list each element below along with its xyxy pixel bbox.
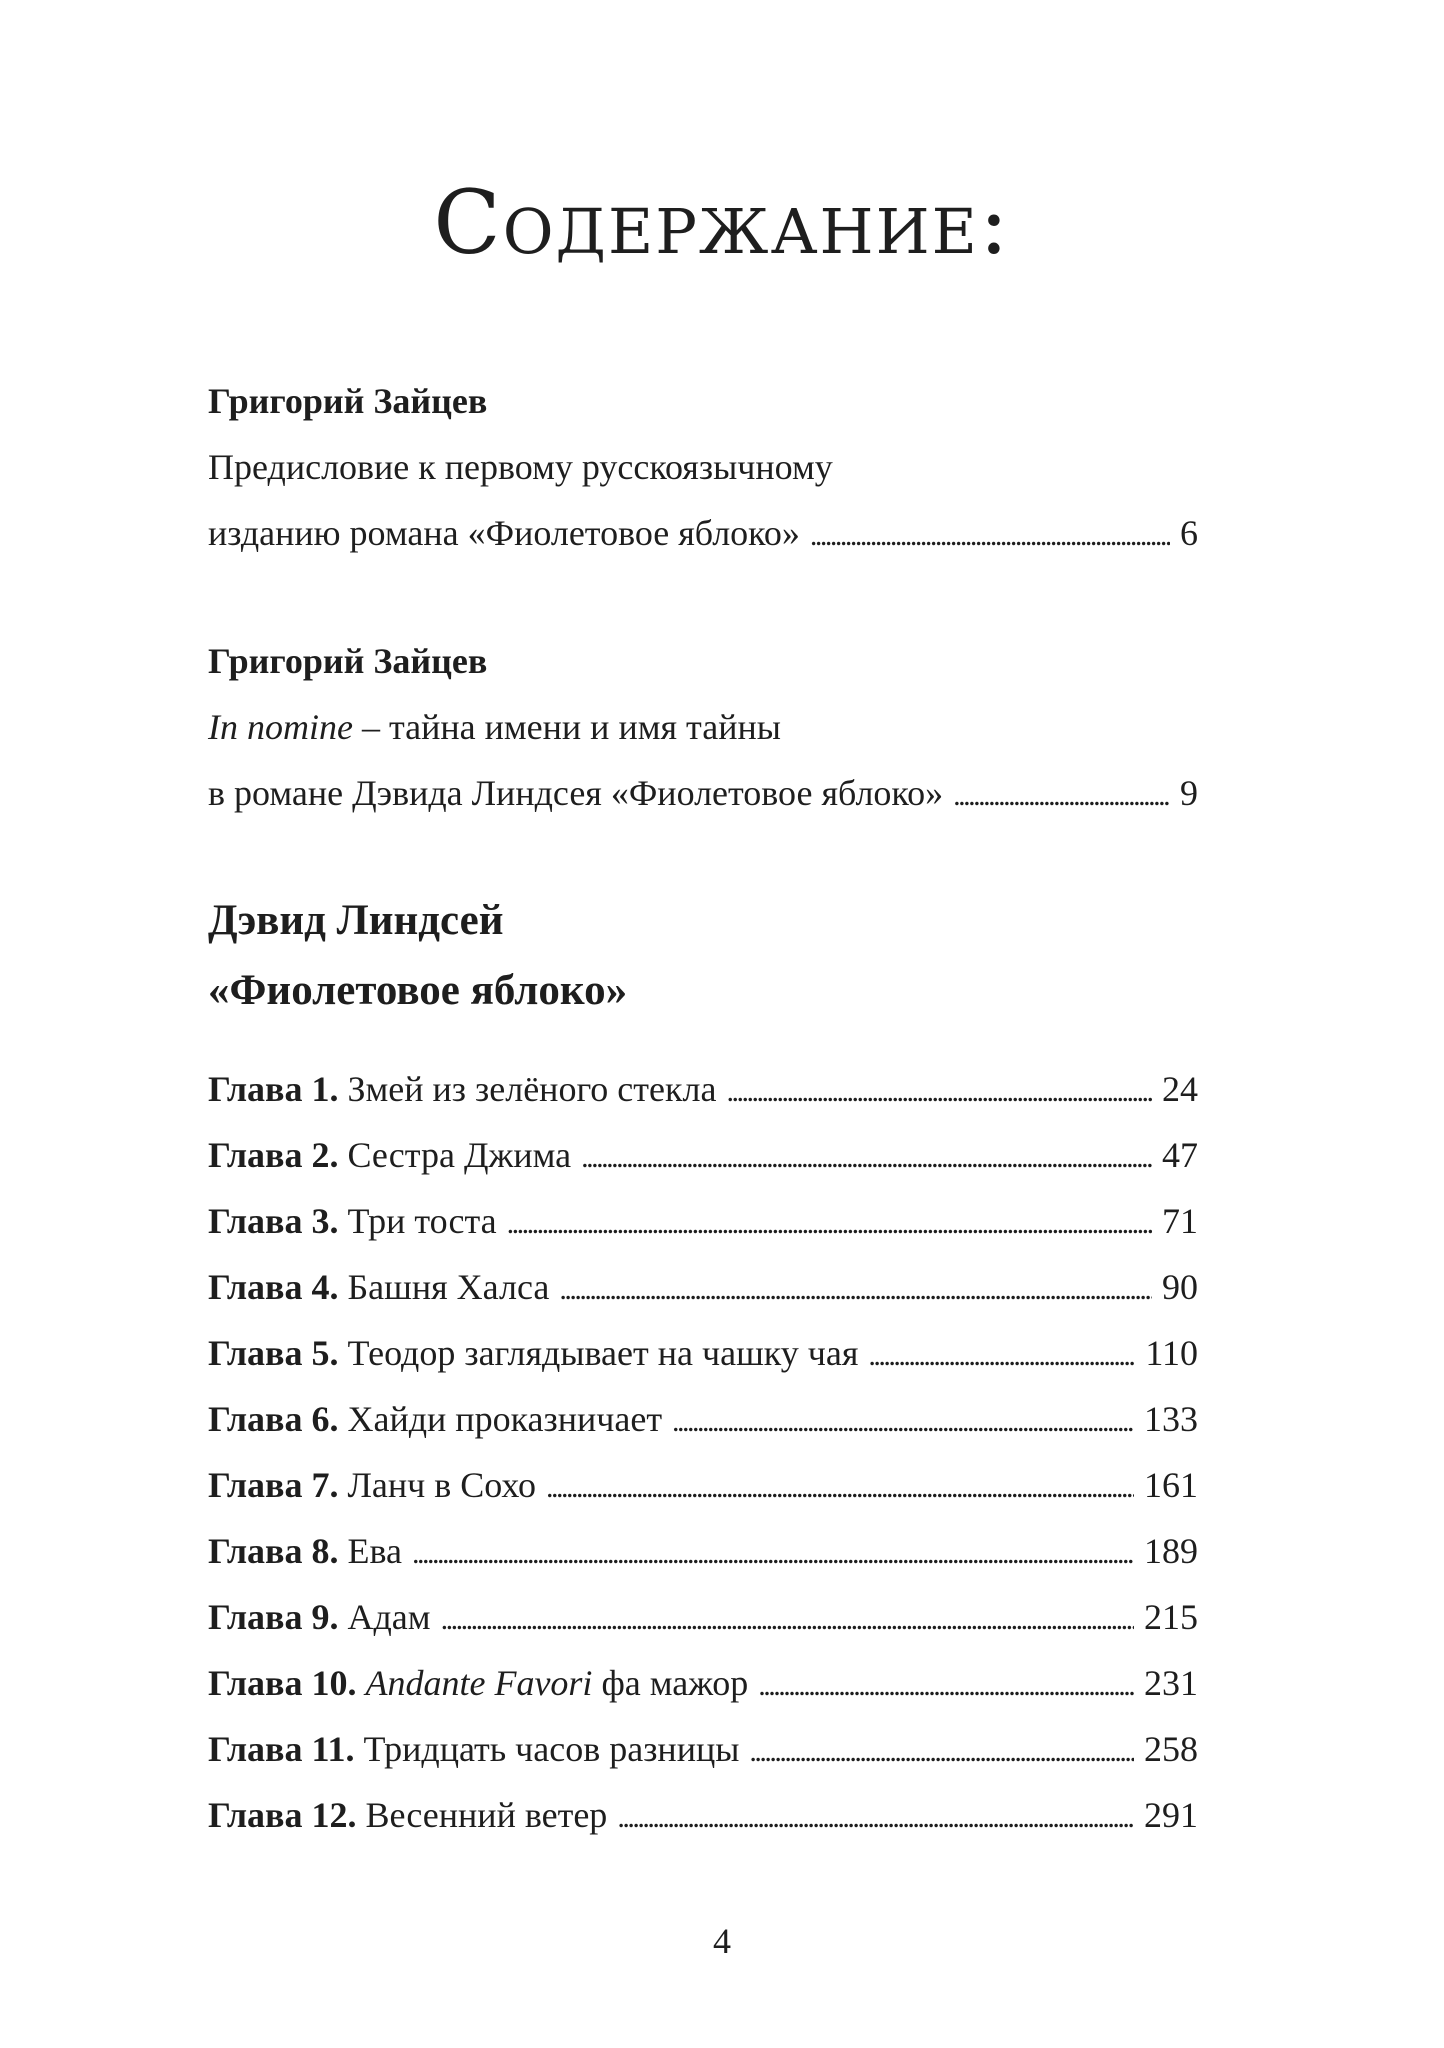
chapter-page: 24 <box>1162 1069 1198 1109</box>
chapter-page: 231 <box>1144 1663 1198 1703</box>
chapter-page: 258 <box>1144 1729 1198 1769</box>
chapter-title: Хайди проказничает <box>347 1399 663 1439</box>
chapter-page: 189 <box>1144 1531 1198 1571</box>
toc-entry-page: 6 <box>1180 513 1198 553</box>
chapter-number: Глава 5. <box>208 1333 339 1373</box>
chapter-number: Глава 8. <box>208 1531 339 1571</box>
chapter-page: 90 <box>1162 1267 1198 1307</box>
chapter-title: Башня Халса <box>347 1267 550 1307</box>
novel-author: Дэвид Линдсей <box>208 897 504 944</box>
chapter-number: Глава 11. <box>208 1729 355 1769</box>
page-number: 4 <box>713 1921 731 1961</box>
chapter-number: Глава 2. <box>208 1135 339 1175</box>
chapter-page: 71 <box>1162 1201 1198 1241</box>
chapter-title: Адам <box>347 1597 431 1637</box>
toc-entry-title: изданию романа «Фиолетовое яблоко» <box>208 513 800 553</box>
chapter-page: 161 <box>1144 1465 1198 1505</box>
dot-leader <box>412 1518 1134 1587</box>
section-title-line: Предисловие к первому русскоязычному <box>208 447 833 487</box>
dot-leader <box>672 1386 1134 1455</box>
chapter-number: Глава 10. <box>208 1663 357 1703</box>
chapter-page: 47 <box>1162 1135 1198 1175</box>
section-author: Григорий Зайцев <box>208 641 488 681</box>
chapter-entry-3[interactable] <box>208 1188 1198 1254</box>
toc-section-2 <box>208 628 1198 826</box>
section-title-italic: In nomine <box>208 707 353 747</box>
dot-leader <box>758 1650 1134 1719</box>
dot-leader <box>559 1254 1152 1323</box>
chapter-title-italic: Andante Favori <box>365 1663 593 1703</box>
chapter-page: 110 <box>1145 1333 1198 1373</box>
chapter-entry-10[interactable] <box>208 1650 1198 1716</box>
dot-leader <box>868 1320 1135 1389</box>
chapter-page: 133 <box>1144 1399 1198 1439</box>
chapter-entry-6[interactable] <box>208 1386 1198 1452</box>
toc-entry-title: в романе Дэвида Линдсея «Фиолетовое яблоко» <box>208 773 944 813</box>
dot-leader <box>546 1452 1134 1521</box>
dot-leader <box>953 760 1170 829</box>
section-title-rest: – тайна имени и имя тайны <box>352 707 781 747</box>
toc-entry[interactable] <box>208 760 1198 826</box>
chapter-page: 215 <box>1144 1597 1198 1637</box>
section-author: Григорий Зайцев <box>208 381 488 421</box>
chapter-number: Глава 12. <box>208 1795 357 1835</box>
dot-leader <box>810 500 1170 569</box>
chapter-title: Ева <box>347 1531 402 1571</box>
toc-entry[interactable] <box>208 500 1198 566</box>
toc-section-1 <box>208 368 1198 566</box>
dot-leader <box>581 1122 1152 1191</box>
dot-leader <box>617 1782 1134 1851</box>
chapter-entry-2[interactable] <box>208 1122 1198 1188</box>
novel-heading <box>208 886 1198 1026</box>
chapter-entry-8[interactable] <box>208 1518 1198 1584</box>
dot-leader <box>507 1188 1152 1257</box>
dot-leader <box>749 1716 1134 1785</box>
chapter-number: Глава 4. <box>208 1267 339 1307</box>
chapter-number: Глава 1. <box>208 1069 339 1109</box>
chapter-title: Змей из зелёного стекла <box>347 1069 717 1109</box>
chapter-title: Весенний ветер <box>365 1795 608 1835</box>
dot-leader <box>726 1056 1152 1125</box>
page-title: Содержание: <box>433 171 1011 274</box>
chapter-title: Ланч в Сохо <box>347 1465 536 1505</box>
chapter-number: Глава 6. <box>208 1399 339 1439</box>
chapter-number: Глава 7. <box>208 1465 339 1505</box>
dot-leader <box>441 1584 1134 1653</box>
chapter-title: Теодор заглядывает на чашку чая <box>347 1333 859 1373</box>
chapter-list <box>208 1056 1198 1848</box>
chapter-entry-7[interactable] <box>208 1452 1198 1518</box>
chapter-entry-9[interactable] <box>208 1584 1198 1650</box>
chapter-number: Глава 3. <box>208 1201 339 1241</box>
chapter-entry-11[interactable] <box>208 1716 1198 1782</box>
toc-entry-page: 9 <box>1180 773 1198 813</box>
chapter-page: 291 <box>1144 1795 1198 1835</box>
chapter-number: Глава 9. <box>208 1597 339 1637</box>
chapter-title: Тридцать часов разницы <box>363 1729 740 1769</box>
section-title-line <box>208 694 1198 760</box>
chapter-entry-12[interactable] <box>208 1782 1198 1848</box>
chapter-title: Сестра Джима <box>347 1135 572 1175</box>
chapter-entry-1[interactable] <box>208 1056 1198 1122</box>
chapter-title: Три тоста <box>347 1201 497 1241</box>
chapter-title: фа мажор <box>592 1663 749 1703</box>
chapter-entry-5[interactable] <box>208 1320 1198 1386</box>
chapter-entry-4[interactable] <box>208 1254 1198 1320</box>
novel-title: «Фиолетовое яблоко» <box>208 967 628 1014</box>
